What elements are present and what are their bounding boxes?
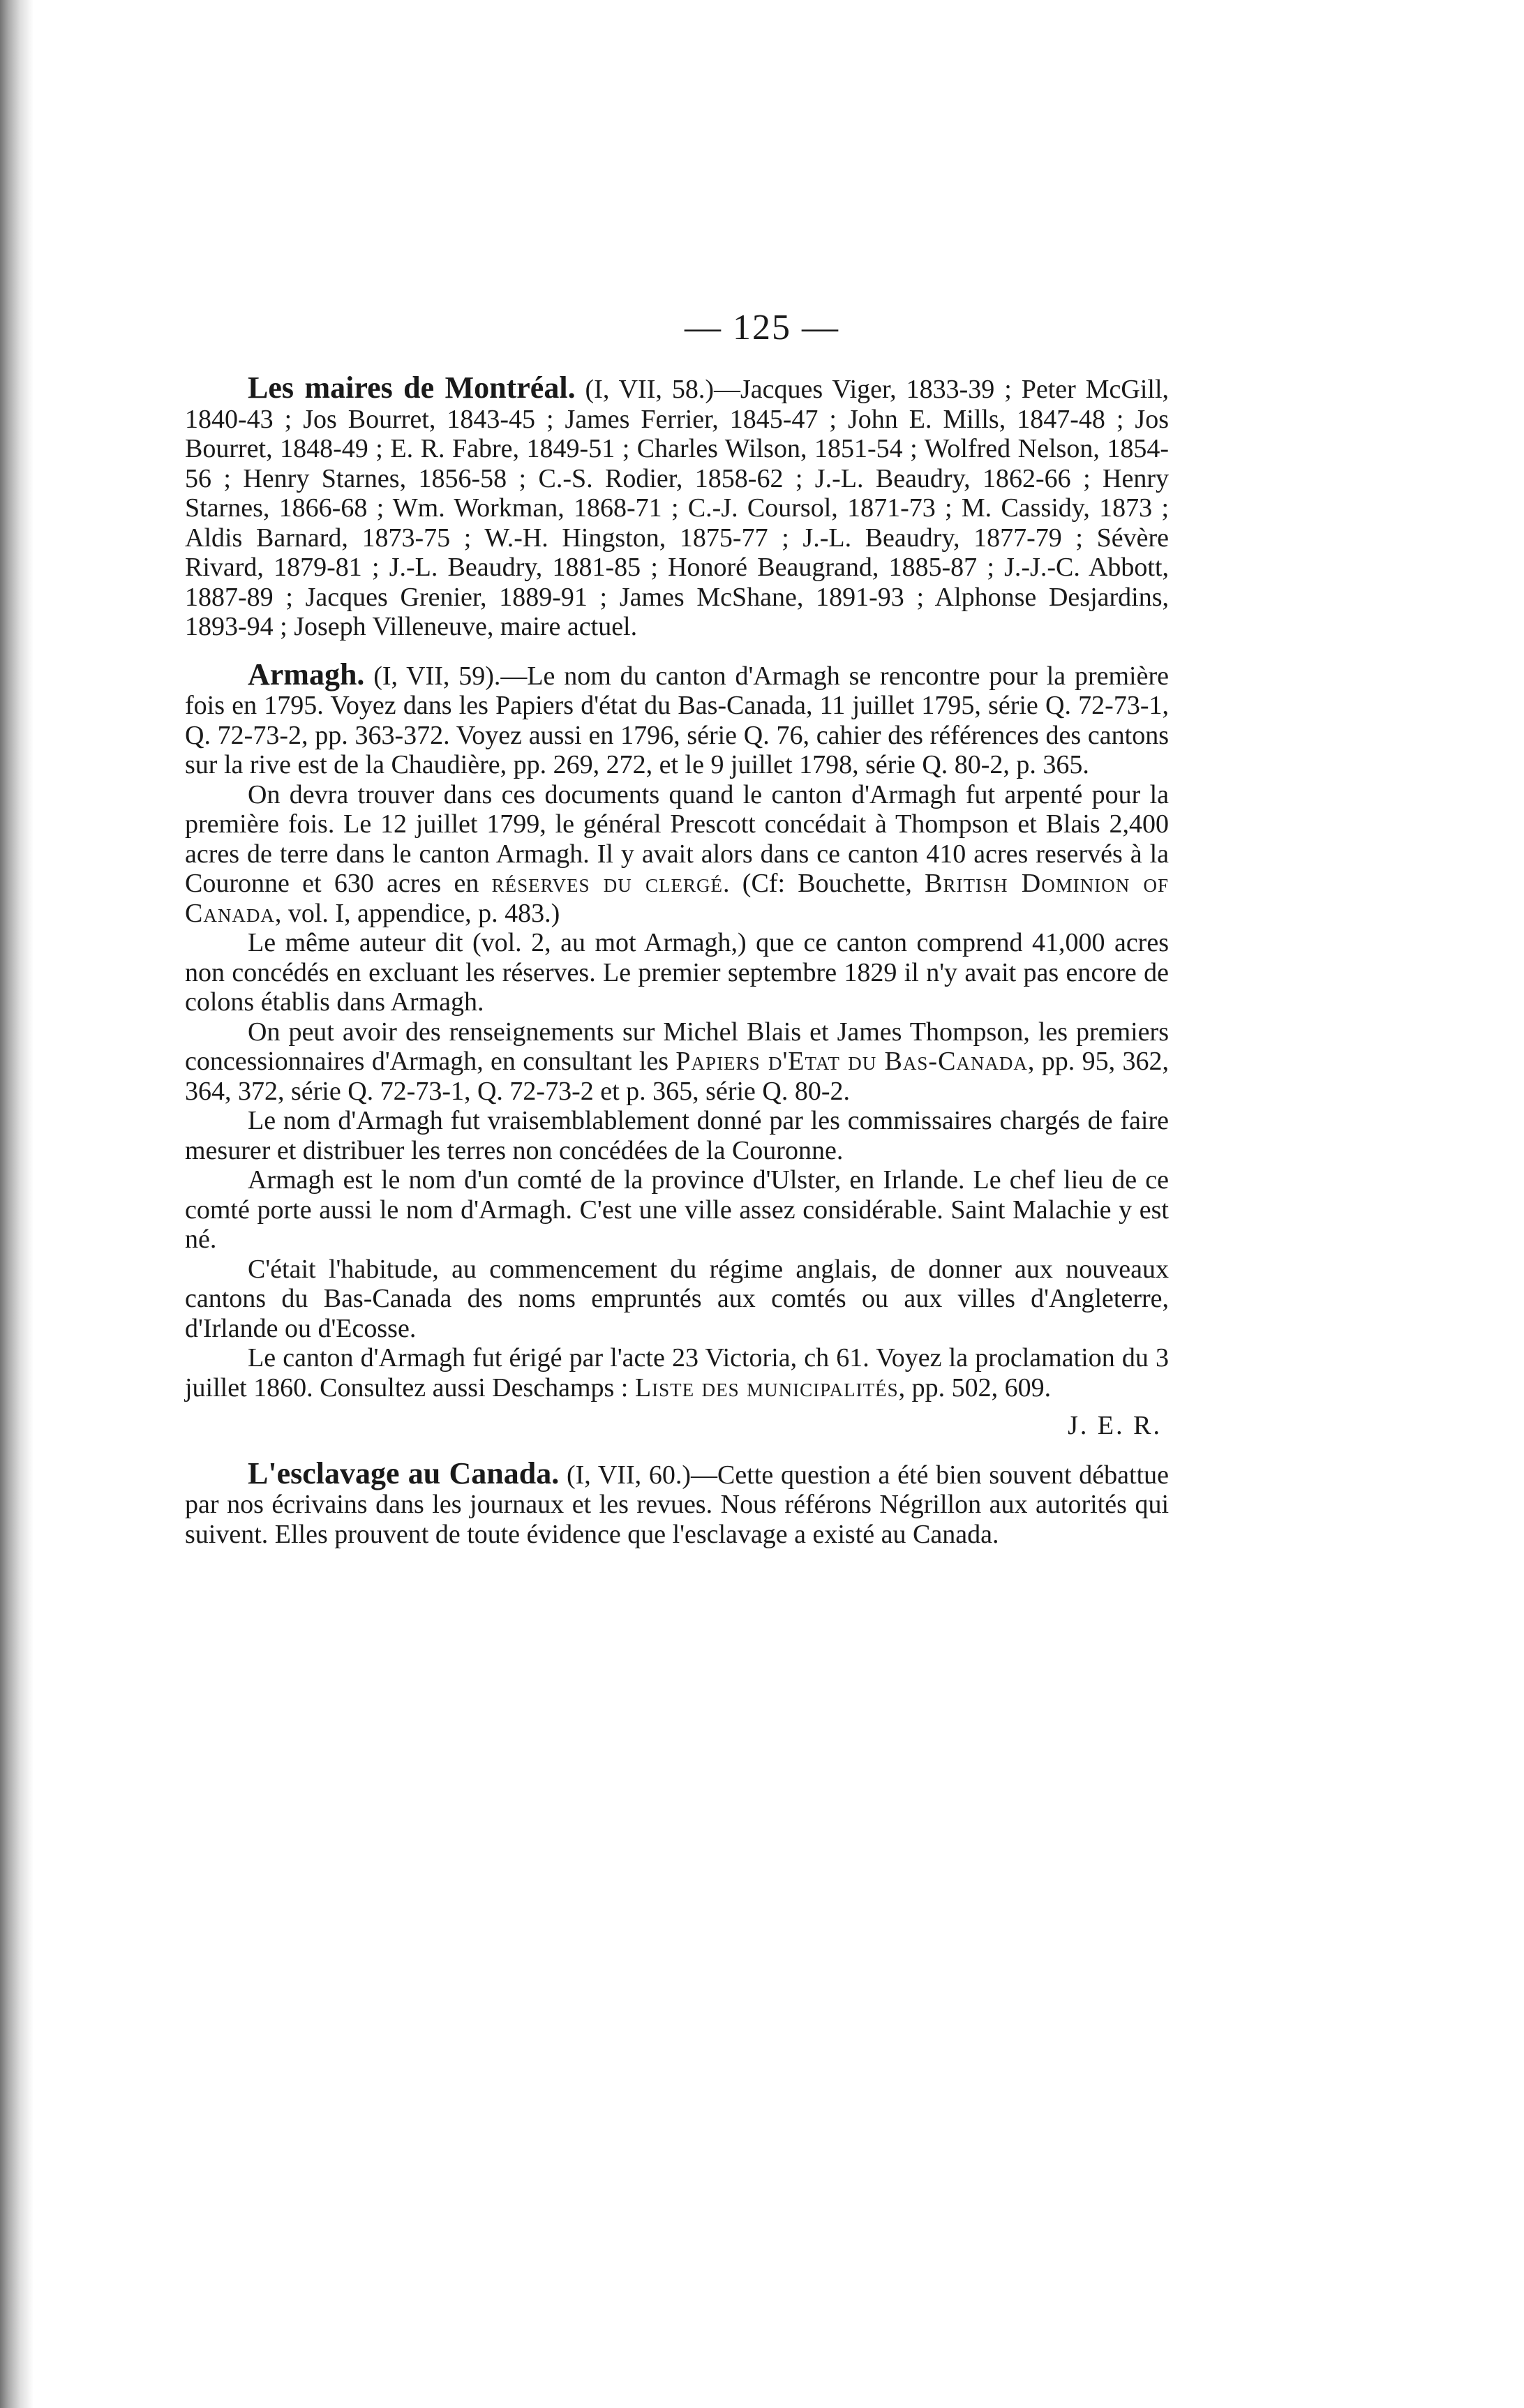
paragraph-armagh-erection [185, 1343, 1169, 1403]
paragraph-slavery [185, 1456, 1170, 1550]
paragraph-text: Armagh est le nom d'un comté de la province d'Ulster, en Irlande. Le chef lieu de ce comté porte aussi le nom d'Armagh. C'est une ville assez considérable. Saint Malachie y est né. [185, 1165, 1169, 1254]
author-signature: J. E. R. [1068, 1411, 1162, 1440]
paragraph-text: (I, VII, 58.)—Jacques Viger, 1833-39 ; Peter McGill, 1840-43 ; Jos Bourret, 1843-45 ; James Ferrier, 1845-47 ; John E. Mills, 1847-48 ; Jos Bourret, 1848-49 ; E. R. Fabre, 1849-51 ; Charles Wilson, 1851-54 ; Wolfred Nelson, 1854-56 ; Henry Starnes, 1856-58 ; C.-S. Rodier, 1858-62 ; J.-L. Beaudry, 1862-66 ; Henry Starnes, 1866-68 ; Wm. Workman, 1868-71 ; C.-J. Coursol, 1871-73 ; M. Cassidy, 1873 ; Aldis Barnard, 1873-75 ; W.-H. Hingston, 1875-77 ; J.-L. Beaudry, 1877-79 ; Sévère Rivard, 1879-81 ; J.-L. Beaudry, 1881-85 ; Honoré Beaugrand, 1885-87 ; J.-J.-C. Abbott, 1887-89 ; Jacques Grenier, 1889-91 ; James McShane, 1891-93 ; Alphonse Desjardins, 1893-94 ; Joseph Villeneuve, maire actuel. [185, 375, 1170, 641]
paragraph-text: Le nom d'Armagh fut vraisemblablement donné par les commissaires chargés de faire mesurer et distribuer les terres non concédées de la Couronne. [185, 1106, 1169, 1165]
small-caps-reference: Liste des municipalités [634, 1373, 899, 1403]
paragraph-armagh-grantees [185, 1017, 1169, 1107]
entry-heading-mayors: Les maires de Montréal. [248, 371, 576, 405]
paragraph-text: Le canton d'Armagh fut érigé par l'acte 23 Victoria, ch 61. Voyez la proclamation du 3 juillet 1860. Consultez aussi Deschamps : [185, 1343, 1169, 1403]
small-caps-reference: réserves du clergé [491, 869, 724, 898]
article-body [185, 373, 1169, 1549]
scan-edge-shadow [0, 0, 33, 2408]
page-number: — 125 — [685, 308, 839, 347]
entry-heading-slavery: L'esclavage au Canada. [248, 1456, 560, 1490]
paragraph-armagh-acres [185, 928, 1169, 1017]
paragraph-mayors [185, 373, 1169, 642]
paragraph-armagh-survey [185, 780, 1169, 929]
paragraph-naming-custom [185, 1255, 1169, 1344]
paragraph-text: , vol. I, appendice, p. 483.) [274, 898, 560, 928]
paragraph-text: Le même auteur dit (vol. 2, au mot Armagh,) que ce canton comprend 41,000 acres non concédés en excluant les réserves. Le premier septembre 1829 il n'y avait pas encore de colons établis dans Armagh. [185, 928, 1169, 1017]
paragraph-text: On devra trouver dans ces documents quand le canton d'Armagh fut arpenté pour la première fois. Le 12 juillet 1799, le général Prescott concédait à Thompson et Blais 2,400 acres de terre dans le canton Armagh. Il y avait alors dans ce canton 410 acres reservés à la Couronne et 630 acres en [185, 779, 1169, 898]
paragraph-text: , pp. 95, 362, 364, 372, série Q. 72-73-1, Q. 72-73-2 et p. 365, série Q. 80-2. [185, 1047, 1169, 1106]
paragraph-text: C'était l'habitude, au commencement du régime anglais, de donner aux nouveaux cantons du Bas-Canada des noms empruntés aux comtés ou aux villes d'Angleterre, d'Irlande ou d'Ecosse. [185, 1254, 1169, 1343]
paragraph-text: (I, VII, 59).—Le nom du canton d'Armagh se rencontre pour la première fois en 1795. Voyez dans les Papiers d'état du Bas-Canada, 11 juillet 1795, série Q. 72-73-1, Q. 72-73-2, pp. 363-372. Voyez aussi en 1796, série Q. 76, cahier des références des cantons sur la rive est de la Chaudière, pp. 269, 272, et le 9 juillet 1798, série Q. 80-2, p. 365. [185, 661, 1169, 779]
paragraph-text: (I, VII, 60.)—Cette question a été bien souvent débattue par nos écrivains dans les journaux et les revues. Nous référons Négrillon aux autorités qui suivent. Elles prouvent de toute évidence que l'esclavage a existé au Canada. [185, 1460, 1170, 1549]
paragraph-text: , pp. 502, 609. [898, 1373, 1052, 1403]
entry-heading-armagh: Armagh. [248, 657, 365, 691]
paragraph-armagh-name-origin [185, 1106, 1169, 1165]
paragraph-armagh-ulster [185, 1165, 1169, 1255]
small-caps-reference: Papiers d'Etat du Bas-Canada [675, 1047, 1028, 1076]
paragraph-text: . (Cf: Bouchette, [723, 869, 925, 898]
small-caps-reference: British Dominion of Canada [185, 869, 1170, 928]
paragraph-text: On peut avoir des renseignements sur Michel Blais et James Thompson, les premiers concessionnaires d'Armagh, en consultant les [185, 1017, 1169, 1076]
paragraph-armagh [185, 657, 1169, 780]
